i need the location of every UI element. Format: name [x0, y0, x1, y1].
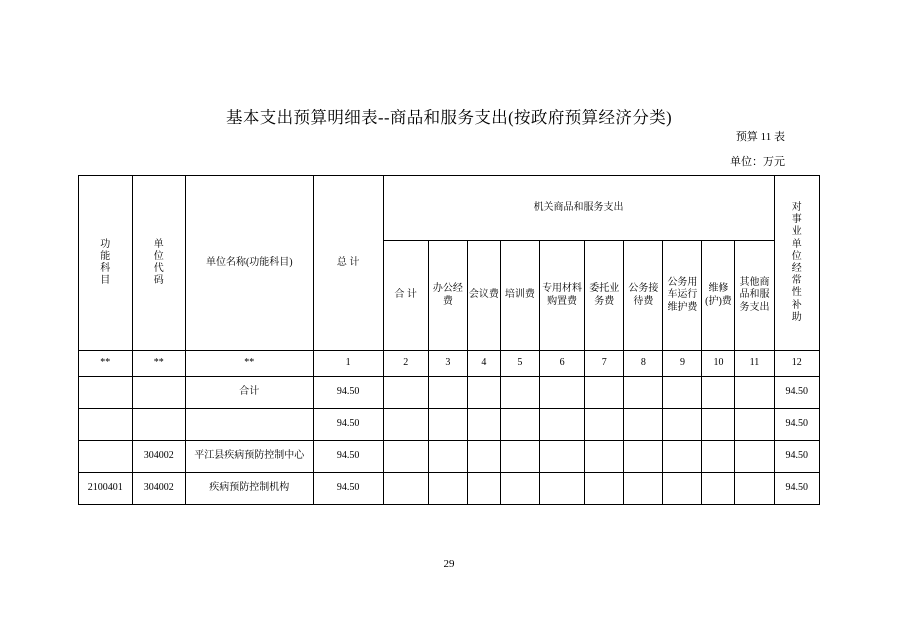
number-cell: 2 — [383, 351, 428, 377]
cell-unit-code — [132, 377, 186, 409]
cell-vehicle-maintenance — [663, 409, 702, 441]
cell-office — [428, 473, 467, 505]
page-title: 基本支出预算明细表--商品和服务支出(按政府预算经济分类) — [225, 108, 673, 127]
header-training: 培训费 — [500, 241, 539, 351]
cell-subtotal — [383, 409, 428, 441]
number-cell: ** — [186, 351, 314, 377]
cell-official-reception — [624, 377, 663, 409]
cell-official-reception — [624, 441, 663, 473]
cell-office — [428, 441, 467, 473]
cell-office — [428, 409, 467, 441]
cell-total: 94.50 — [313, 409, 383, 441]
cell-unit-name — [186, 409, 314, 441]
cell-vehicle-maintenance — [663, 441, 702, 473]
cell-other-goods-services — [735, 473, 774, 505]
header-vehicle-maintenance: 公务用车运行维护费 — [663, 241, 702, 351]
page-number: 29 — [443, 558, 455, 570]
cell-function-subject — [79, 409, 133, 441]
table-number-row — [79, 351, 820, 377]
cell-unit-name: 疾病预防控制机构 — [186, 473, 314, 505]
header-meeting: 会议费 — [467, 241, 500, 351]
unit-note: 单位：万元 — [730, 156, 785, 168]
header-office: 办公经费 — [428, 241, 467, 351]
header-other-goods-services: 其他商品和服务支出 — [735, 241, 774, 351]
cell-function-subject: 2100401 — [79, 473, 133, 505]
cell-total: 94.50 — [313, 377, 383, 409]
cell-meeting — [467, 409, 500, 441]
cell-entrusted — [585, 473, 624, 505]
cell-training — [500, 441, 539, 473]
header-repair: 维修(护)费 — [702, 241, 735, 351]
cell-unit-code: 304002 — [132, 473, 186, 505]
cell-training — [500, 377, 539, 409]
header-unit-name: 单位名称(功能科目) — [186, 176, 314, 351]
cell-unit-name: 平江县疾病预防控制中心 — [186, 441, 314, 473]
cell-repair — [702, 441, 735, 473]
cell-total: 94.50 — [313, 441, 383, 473]
number-cell: 3 — [428, 351, 467, 377]
cell-function-subject — [79, 441, 133, 473]
cell-training — [500, 409, 539, 441]
cell-special-material — [539, 473, 584, 505]
table-row — [79, 377, 820, 409]
header-official-reception: 公务接待费 — [624, 241, 663, 351]
cell-official-reception — [624, 473, 663, 505]
header-group-subsidy — [774, 176, 819, 351]
header-special-material: 专用材料购置费 — [539, 241, 584, 351]
cell-training — [500, 473, 539, 505]
table-row — [79, 409, 820, 441]
cell-meeting — [467, 473, 500, 505]
number-cell: ** — [132, 351, 186, 377]
table-row — [79, 473, 820, 505]
cell-repair — [702, 377, 735, 409]
cell-entrusted — [585, 441, 624, 473]
cell-repair — [702, 473, 735, 505]
cell-subtotal — [383, 441, 428, 473]
table-label: 预算 11 表 — [735, 131, 785, 143]
cell-other-goods-services — [735, 377, 774, 409]
cell-special-material — [539, 441, 584, 473]
cell-other-goods-services — [735, 409, 774, 441]
cell-subsidy-goods-services: 94.50 — [774, 473, 819, 505]
cell-unit-name: 合计 — [186, 377, 314, 409]
number-cell: 12 — [774, 351, 819, 377]
table-row — [79, 441, 820, 473]
cell-other-goods-services — [735, 441, 774, 473]
cell-vehicle-maintenance — [663, 377, 702, 409]
cell-subsidy-goods-services: 94.50 — [774, 409, 819, 441]
cell-subtotal — [383, 377, 428, 409]
header-subtotal: 合 计 — [383, 241, 428, 351]
number-cell: 11 — [735, 351, 774, 377]
cell-meeting — [467, 441, 500, 473]
cell-special-material — [539, 409, 584, 441]
header-unit-code: 单 位 代 码 — [132, 176, 186, 351]
cell-meeting — [467, 377, 500, 409]
number-cell: 4 — [467, 351, 500, 377]
cell-repair — [702, 409, 735, 441]
cell-function-subject — [79, 377, 133, 409]
number-cell: 5 — [500, 351, 539, 377]
header-function-subject: 功 能 科 目 — [79, 176, 133, 351]
cell-unit-code — [132, 409, 186, 441]
cell-subsidy-goods-services: 94.50 — [774, 441, 819, 473]
cell-entrusted — [585, 377, 624, 409]
header-group-agency: 机关商品和服务支出 — [383, 176, 774, 241]
table-header-group-row — [79, 176, 820, 241]
cell-entrusted — [585, 409, 624, 441]
cell-total: 94.50 — [313, 473, 383, 505]
header-group-subsidy-text: 对 事 业 单 位 经 常 性 补 助 — [791, 202, 802, 323]
number-cell: 7 — [585, 351, 624, 377]
cell-office — [428, 377, 467, 409]
number-cell: 10 — [702, 351, 735, 377]
cell-subtotal — [383, 473, 428, 505]
number-cell: 8 — [624, 351, 663, 377]
number-cell: 1 — [313, 351, 383, 377]
cell-official-reception — [624, 409, 663, 441]
number-cell: ** — [79, 351, 133, 377]
header-entrusted: 委托业务费 — [585, 241, 624, 351]
budget-table — [78, 175, 820, 505]
number-cell: 9 — [663, 351, 702, 377]
header-total: 总 计 — [313, 176, 383, 351]
number-cell: 6 — [539, 351, 584, 377]
cell-vehicle-maintenance — [663, 473, 702, 505]
cell-subsidy-goods-services: 94.50 — [774, 377, 819, 409]
cell-special-material — [539, 377, 584, 409]
cell-unit-code: 304002 — [132, 441, 186, 473]
